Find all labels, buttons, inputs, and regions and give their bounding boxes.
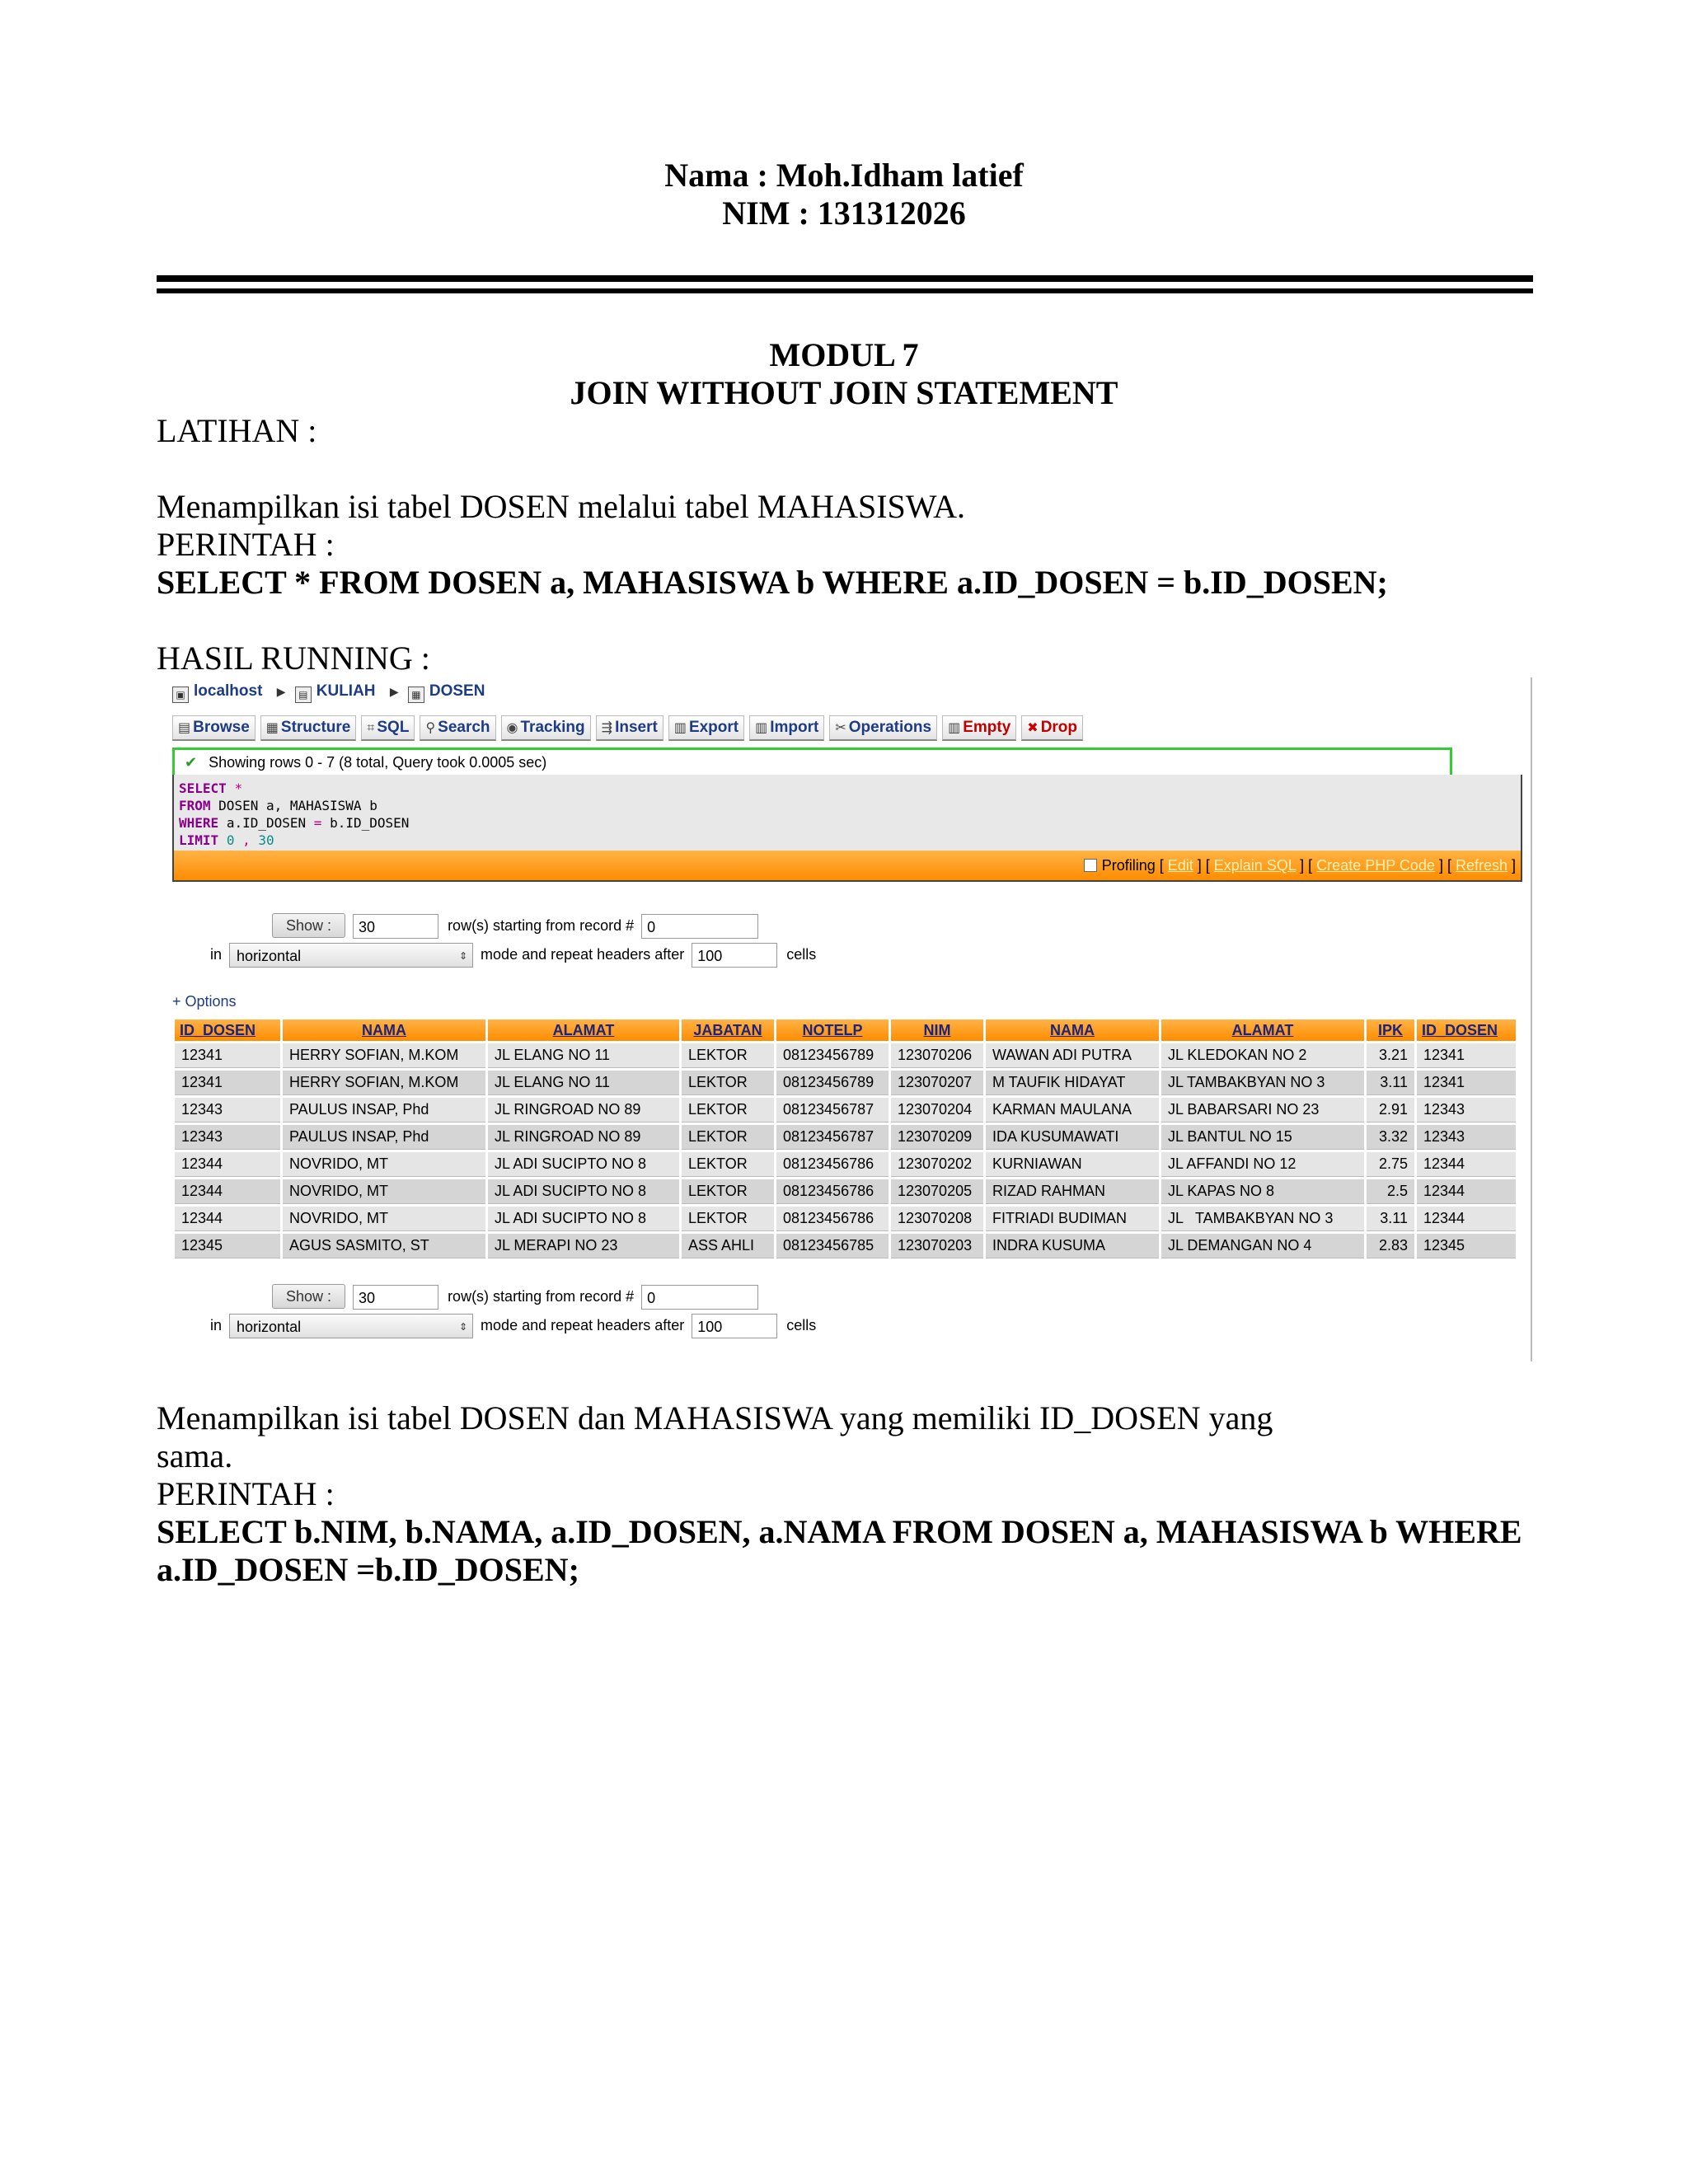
- tab-browse[interactable]: ▤ Browse: [172, 715, 256, 741]
- cell-nim: 123070209: [891, 1125, 983, 1150]
- table-row: [175, 1043, 1516, 1068]
- results-table: [172, 1017, 1518, 1261]
- latihan-label: LATIHAN :: [157, 412, 317, 449]
- search-icon: ⚲: [425, 721, 436, 735]
- show-button[interactable]: Show :: [272, 1284, 345, 1309]
- table-row: [175, 1071, 1516, 1095]
- cell-notelp: 08123456786: [776, 1152, 889, 1177]
- server-icon: ▣: [172, 687, 189, 703]
- tab-export[interactable]: ▥ Export: [668, 715, 744, 741]
- cell-nama-mhs: KARMAN MAULANA: [986, 1098, 1159, 1122]
- table-icon: ▦: [408, 687, 424, 703]
- display-mode-select[interactable]: [229, 943, 473, 968]
- empty-icon: ▥: [948, 721, 961, 735]
- sql-query-box: [172, 775, 1522, 882]
- tab-empty[interactable]: ▥ Empty: [942, 715, 1016, 741]
- breadcrumb-table[interactable]: ▦ DOSEN: [408, 682, 490, 700]
- table-row: [175, 1234, 1516, 1258]
- cell-nama-mhs: M TAUFIK HIDAYAT: [986, 1071, 1159, 1095]
- cell-ipk: 2.5: [1367, 1179, 1414, 1204]
- section2-description-line1: Menampilkan isi tabel DOSEN dan MAHASISWA yang memiliki ID_DOSEN yang: [157, 1399, 1273, 1436]
- cell-ipk: 3.21: [1367, 1043, 1414, 1068]
- table-row: [175, 1125, 1516, 1150]
- cell-alamat-mhs: JL DEMANGAN NO 4: [1161, 1234, 1364, 1258]
- cell-alamat-mhs: JL TAMBAKBYAN NO 3: [1161, 1207, 1364, 1231]
- chevron-right-icon: ▶: [276, 685, 286, 698]
- header-rule-thick: [157, 275, 1533, 282]
- mode-text: mode and repeat headers after: [481, 1316, 685, 1333]
- cell-alamat-mhs: JL AFFANDI NO 12: [1161, 1152, 1364, 1177]
- tab-sql[interactable]: ⌗ SQL: [361, 715, 415, 741]
- cell-nama-dosen: PAULUS INSAP, Phd: [283, 1125, 485, 1150]
- section2-description-line2: sama.: [157, 1437, 233, 1474]
- section1-perintah-label: PERINTAH :: [157, 526, 335, 563]
- cell-alamat-dosen: JL ELANG NO 11: [488, 1043, 679, 1068]
- cell-nim: 123070204: [891, 1098, 983, 1122]
- column-header[interactable]: IPK: [1367, 1019, 1414, 1041]
- section1-description: Menampilkan isi tabel DOSEN melalui tabel MAHASISWA.: [157, 488, 965, 525]
- profiling-label: Profiling: [1101, 857, 1156, 874]
- cell-notelp: 08123456789: [776, 1071, 889, 1095]
- updown-arrow-icon: ⇕: [458, 1321, 468, 1333]
- cell-id-dosen: 12341: [175, 1043, 280, 1068]
- cell-jabatan: LEKTOR: [682, 1071, 774, 1095]
- mode-text: mode and repeat headers after: [481, 945, 685, 963]
- show-count-input[interactable]: 30: [353, 914, 438, 939]
- cell-nama-dosen: PAULUS INSAP, Phd: [283, 1098, 485, 1122]
- start-record-input[interactable]: 0: [641, 1285, 758, 1310]
- cell-jabatan: LEKTOR: [682, 1125, 774, 1150]
- cell-id-dosen: 12344: [175, 1179, 280, 1204]
- import-icon: ▥: [755, 721, 768, 735]
- cell-id-dosen-mhs: 12341: [1417, 1043, 1516, 1068]
- section1-hasil-label: HASIL RUNNING :: [157, 640, 430, 677]
- insert-icon: ⇶: [601, 721, 613, 735]
- nav-row-top: [272, 913, 758, 939]
- student-name: Nama : Moh.Idham latief: [664, 157, 1024, 194]
- table-row: [175, 1152, 1516, 1177]
- cell-alamat-dosen: JL RINGROAD NO 89: [488, 1125, 679, 1150]
- cell-nama-dosen: NOVRIDO, MT: [283, 1152, 485, 1177]
- student-nim: NIM : 131312026: [722, 194, 966, 232]
- tracking-icon: ◉: [506, 721, 518, 735]
- sql-icon: ⌗: [367, 721, 375, 735]
- module-subtitle: JOIN WITHOUT JOIN STATEMENT: [570, 374, 1118, 411]
- column-header[interactable]: NAMA: [986, 1019, 1159, 1041]
- cell-nim: 123070203: [891, 1234, 983, 1258]
- cell-alamat-mhs: JL BANTUL NO 15: [1161, 1125, 1364, 1150]
- cell-nama-dosen: NOVRIDO, MT: [283, 1179, 485, 1204]
- cell-alamat-dosen: JL ADI SUCIPTO NO 8: [488, 1152, 679, 1177]
- cell-nim: 123070205: [891, 1179, 983, 1204]
- header-rule-thin: [157, 288, 1533, 293]
- cell-id-dosen: 12345: [175, 1234, 280, 1258]
- cell-nama-dosen: NOVRIDO, MT: [283, 1207, 485, 1231]
- cell-jabatan: LEKTOR: [682, 1043, 774, 1068]
- cell-nim: 123070202: [891, 1152, 983, 1177]
- cell-notelp: 08123456786: [776, 1179, 889, 1204]
- cell-id-dosen-mhs: 12344: [1417, 1152, 1516, 1177]
- cell-alamat-mhs: JL TAMBAKBYAN NO 3: [1161, 1071, 1364, 1095]
- cell-notelp: 08123456787: [776, 1125, 889, 1150]
- nav-mode-row-top: [210, 943, 816, 968]
- tab-drop[interactable]: ✖ Drop: [1021, 715, 1083, 741]
- cell-ipk: 2.75: [1367, 1152, 1414, 1177]
- start-record-input[interactable]: 0: [641, 914, 758, 939]
- table-row: [175, 1098, 1516, 1122]
- tab-tracking[interactable]: ◉ Tracking: [501, 715, 591, 741]
- column-header[interactable]: NIM: [891, 1019, 983, 1041]
- cell-id-dosen: 12341: [175, 1071, 280, 1095]
- cell-alamat-mhs: JL KAPAS NO 8: [1161, 1179, 1364, 1204]
- cell-id-dosen-mhs: 12341: [1417, 1071, 1516, 1095]
- cell-jabatan: LEKTOR: [682, 1207, 774, 1231]
- cell-notelp: 08123456786: [776, 1207, 889, 1231]
- section2-query-line1: SELECT b.NIM, b.NAMA, a.ID_DOSEN, a.NAMA FROM DOSEN a, MAHASISWA b WHERE: [157, 1513, 1522, 1550]
- screenshot-edge: [1531, 677, 1532, 1361]
- cell-id-dosen: 12343: [175, 1098, 280, 1122]
- tab-bar: [172, 715, 1088, 741]
- display-mode-select[interactable]: [229, 1314, 473, 1338]
- column-header[interactable]: ALAMAT: [1161, 1019, 1364, 1041]
- section2-query-line2: a.ID_DOSEN =b.ID_DOSEN;: [157, 1551, 579, 1588]
- display-mode-value: horizontal: [237, 1319, 302, 1335]
- refresh-link[interactable]: Refresh: [1455, 857, 1507, 874]
- chevron-right-icon: ▶: [389, 685, 399, 698]
- cell-id-dosen: 12344: [175, 1207, 280, 1231]
- browse-icon: ▤: [178, 721, 191, 735]
- cell-nama-dosen: HERRY SOFIAN, M.KOM: [283, 1071, 485, 1095]
- cell-ipk: 2.83: [1367, 1234, 1414, 1258]
- phpmyadmin-screenshot: [169, 677, 1533, 1361]
- profiling-checkbox[interactable]: [1084, 859, 1097, 872]
- in-label: in: [210, 1316, 223, 1333]
- column-header[interactable]: ID_DOSEN: [175, 1019, 280, 1041]
- cell-nim: 123070208: [891, 1207, 983, 1231]
- column-header[interactable]: ALAMAT: [488, 1019, 679, 1041]
- breadcrumb-server[interactable]: ▣ localhost: [172, 682, 267, 700]
- show-button[interactable]: Show :: [272, 913, 345, 938]
- drop-icon: ✖: [1027, 721, 1039, 735]
- cells-text: cells: [786, 945, 817, 963]
- rows-text: row(s) starting from record #: [448, 917, 635, 934]
- operations-icon: ✂: [835, 721, 846, 735]
- cell-nama-dosen: AGUS SASMITO, ST: [283, 1234, 485, 1258]
- cell-ipk: 2.91: [1367, 1098, 1414, 1122]
- cell-alamat-dosen: JL ADI SUCIPTO NO 8: [488, 1207, 679, 1231]
- cell-nama-mhs: KURNIAWAN: [986, 1152, 1159, 1177]
- in-label: in: [210, 945, 223, 963]
- edit-link[interactable]: Edit: [1167, 857, 1193, 874]
- table-row: [175, 1207, 1516, 1231]
- success-text: Showing rows 0 - 7 (8 total, Query took 0.0005 sec): [209, 754, 547, 771]
- success-message: [172, 748, 1452, 777]
- sql-code: SELECT * FROM DOSEN a, MAHASISWA b WHERE a.ID_DOSEN = b.ID_DOSEN LIMIT 0 , 30: [179, 780, 410, 848]
- cell-nama-dosen: HERRY SOFIAN, M.KOM: [283, 1043, 485, 1068]
- tab-import[interactable]: ▥ Import: [749, 715, 824, 741]
- column-header[interactable]: JABATAN: [682, 1019, 774, 1041]
- cell-jabatan: LEKTOR: [682, 1152, 774, 1177]
- cell-nama-mhs: WAWAN ADI PUTRA: [986, 1043, 1159, 1068]
- table-row: [175, 1179, 1516, 1204]
- tab-structure[interactable]: ▦ Structure: [260, 715, 357, 741]
- cell-notelp: 08123456789: [776, 1043, 889, 1068]
- cell-alamat-dosen: JL ELANG NO 11: [488, 1071, 679, 1095]
- results-header-row: [175, 1019, 1516, 1041]
- repeat-headers-input[interactable]: 100: [692, 943, 777, 968]
- column-header[interactable]: NOTELP: [776, 1019, 889, 1041]
- check-icon: ✔: [185, 754, 198, 771]
- cell-id-dosen-mhs: 12345: [1417, 1234, 1516, 1258]
- cell-alamat-mhs: JL KLEDOKAN NO 2: [1161, 1043, 1364, 1068]
- breadcrumb-database[interactable]: ▤ KULIAH: [295, 682, 381, 700]
- cell-alamat-dosen: JL ADI SUCIPTO NO 8: [488, 1179, 679, 1204]
- cells-text: cells: [786, 1316, 817, 1333]
- module-title: MODUL 7: [769, 336, 919, 373]
- cell-alamat-dosen: JL MERAPI NO 23: [488, 1234, 679, 1258]
- column-header[interactable]: ID_DOSEN: [1417, 1019, 1516, 1041]
- options-link[interactable]: + Options: [172, 993, 237, 1010]
- structure-icon: ▦: [265, 721, 279, 735]
- updown-arrow-icon: ⇕: [458, 950, 468, 962]
- cell-jabatan: LEKTOR: [682, 1098, 774, 1122]
- cell-ipk: 3.11: [1367, 1207, 1414, 1231]
- section1-query: SELECT * FROM DOSEN a, MAHASISWA b WHERE a.ID_DOSEN = b.ID_DOSEN;: [157, 564, 1388, 601]
- column-header[interactable]: NAMA: [283, 1019, 485, 1041]
- cell-id-dosen: 12344: [175, 1152, 280, 1177]
- cell-notelp: 08123456787: [776, 1098, 889, 1122]
- cell-nim: 123070206: [891, 1043, 983, 1068]
- export-icon: ▥: [673, 721, 687, 735]
- rows-text: row(s) starting from record #: [448, 1288, 635, 1305]
- explain-sql-link[interactable]: Explain SQL: [1213, 857, 1296, 874]
- cell-jabatan: ASS AHLI: [682, 1234, 774, 1258]
- cell-id-dosen-mhs: 12343: [1417, 1125, 1516, 1150]
- cell-nama-mhs: INDRA KUSUMA: [986, 1234, 1159, 1258]
- cell-id-dosen-mhs: 12344: [1417, 1207, 1516, 1231]
- nav-row-bottom: [272, 1284, 758, 1310]
- cell-notelp: 08123456785: [776, 1234, 889, 1258]
- cell-alamat-mhs: JL BABARSARI NO 23: [1161, 1098, 1364, 1122]
- display-mode-value: horizontal: [237, 948, 302, 964]
- tab-operations[interactable]: ✂ Operations: [829, 715, 937, 741]
- repeat-headers-input[interactable]: 100: [692, 1314, 777, 1338]
- cell-nama-mhs: FITRIADI BUDIMAN: [986, 1207, 1159, 1231]
- cell-ipk: 3.32: [1367, 1125, 1414, 1150]
- cell-nama-mhs: IDA KUSUMAWATI: [986, 1125, 1159, 1150]
- tab-insert[interactable]: ⇶ Insert: [596, 715, 663, 741]
- cell-id-dosen-mhs: 12343: [1417, 1098, 1516, 1122]
- cell-id-dosen: 12343: [175, 1125, 280, 1150]
- cell-nim: 123070207: [891, 1071, 983, 1095]
- cell-id-dosen-mhs: 12344: [1417, 1179, 1516, 1204]
- breadcrumb: [172, 682, 495, 703]
- cell-alamat-dosen: JL RINGROAD NO 89: [488, 1098, 679, 1122]
- cell-ipk: 3.11: [1367, 1071, 1414, 1095]
- section2-perintah-label: PERINTAH :: [157, 1475, 335, 1512]
- cell-jabatan: LEKTOR: [682, 1179, 774, 1204]
- database-icon: ▤: [295, 687, 312, 703]
- nav-mode-row-bottom: [210, 1314, 816, 1338]
- show-count-input[interactable]: 30: [353, 1285, 438, 1310]
- tab-search[interactable]: ⚲ Search: [420, 715, 495, 741]
- cell-nama-mhs: RIZAD RAHMAN: [986, 1179, 1159, 1204]
- create-php-code-link[interactable]: Create PHP Code: [1316, 857, 1435, 874]
- sql-footer-bar: Profiling [ Edit ] [ Explain SQL ] [ Create PHP Code ] [ Refresh ]: [174, 851, 1521, 880]
